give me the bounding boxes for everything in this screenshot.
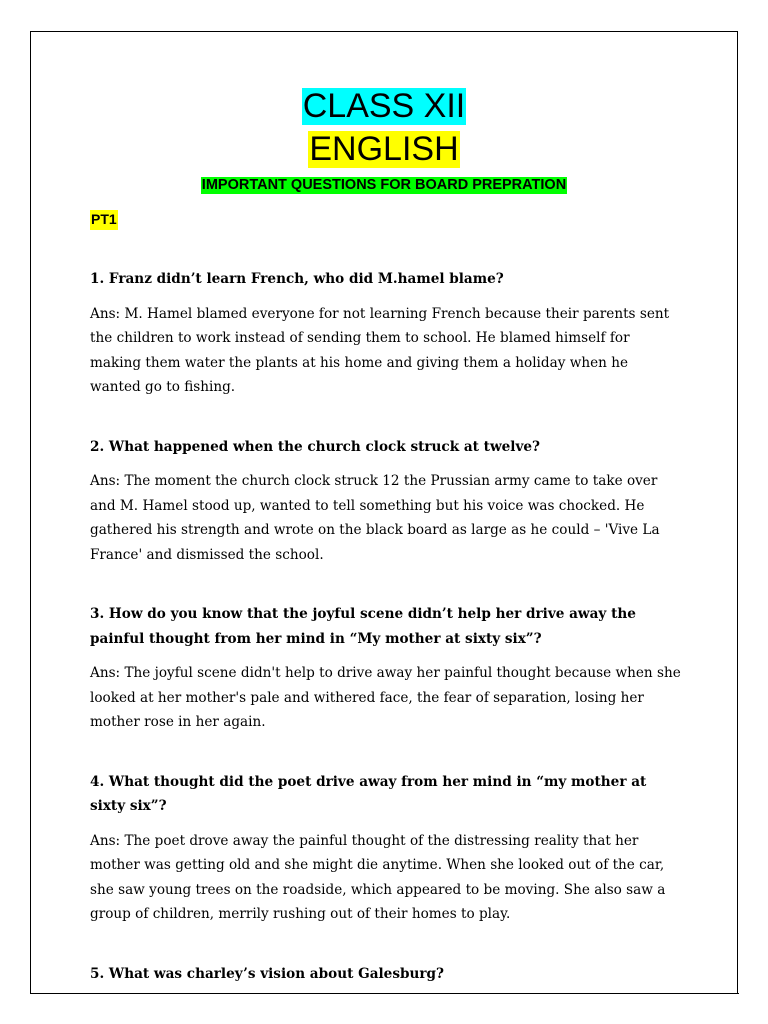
title-line-subject	[31, 131, 737, 169]
title-class-text: CLASS XII	[302, 87, 466, 125]
question-block-1	[90, 267, 682, 400]
question-text: 2. What happened when the church clock struck at twelve?	[90, 438, 540, 455]
page-bottom-edge	[30, 993, 739, 994]
answer-text: Ans: The joyful scene didn't help to drive away her painful thought because when she looked at her mother's pale and withered face, the fear of separation, losing her mother rose in her again.	[90, 665, 681, 730]
questions-list	[90, 267, 682, 986]
answer-text: Ans: The poet drove away the painful thought of the distressing reality that her mother was getting old and she might die anytime. When she looked out of the car, she saw young trees on the roadside, which appeared to be moving. She also saw a group of children, merrily rushing out of their homes to play.	[90, 832, 666, 922]
question-block-2	[90, 435, 682, 568]
question-text: 3. How do you know that the joyful scene didn’t help her drive away the painful thought from her mind in “My mother at sixty six”?	[90, 606, 636, 647]
question-block-5	[90, 962, 682, 987]
answer-text: Ans: The moment the church clock struck 12 the Prussian army came to take over and M. Hamel stood up, wanted to tell something but his voice was chocked. He gathered his strength and wrote on the black board as large as he could – 'Vive La France' and dismissed the school.	[90, 473, 660, 563]
document-page	[30, 31, 738, 993]
title-line-class	[31, 88, 737, 126]
answer-text: Ans: M. Hamel blamed everyone for not learning French because their parents sent the children to work instead of sending them to school. He blamed himself for making them water the plants at his home and giving them a holiday when he wanted go to fishing.	[90, 305, 670, 395]
title-subject-text: ENGLISH	[309, 130, 459, 168]
subtitle-line	[31, 177, 737, 194]
question-text: 5. What was charley’s vision about Galesburg?	[90, 965, 444, 982]
question-text: 1. Franz didn’t learn French, who did M.hamel blame?	[90, 271, 504, 287]
question-block-4	[90, 770, 682, 927]
question-block-3	[90, 602, 682, 735]
question-text: 4. What thought did the poet drive away from her mind in “my mother at sixty six”?	[90, 773, 647, 814]
subtitle-text: IMPORTANT QUESTIONS FOR BOARD PREPRATION	[201, 177, 567, 193]
section-label: PT1	[90, 210, 118, 230]
